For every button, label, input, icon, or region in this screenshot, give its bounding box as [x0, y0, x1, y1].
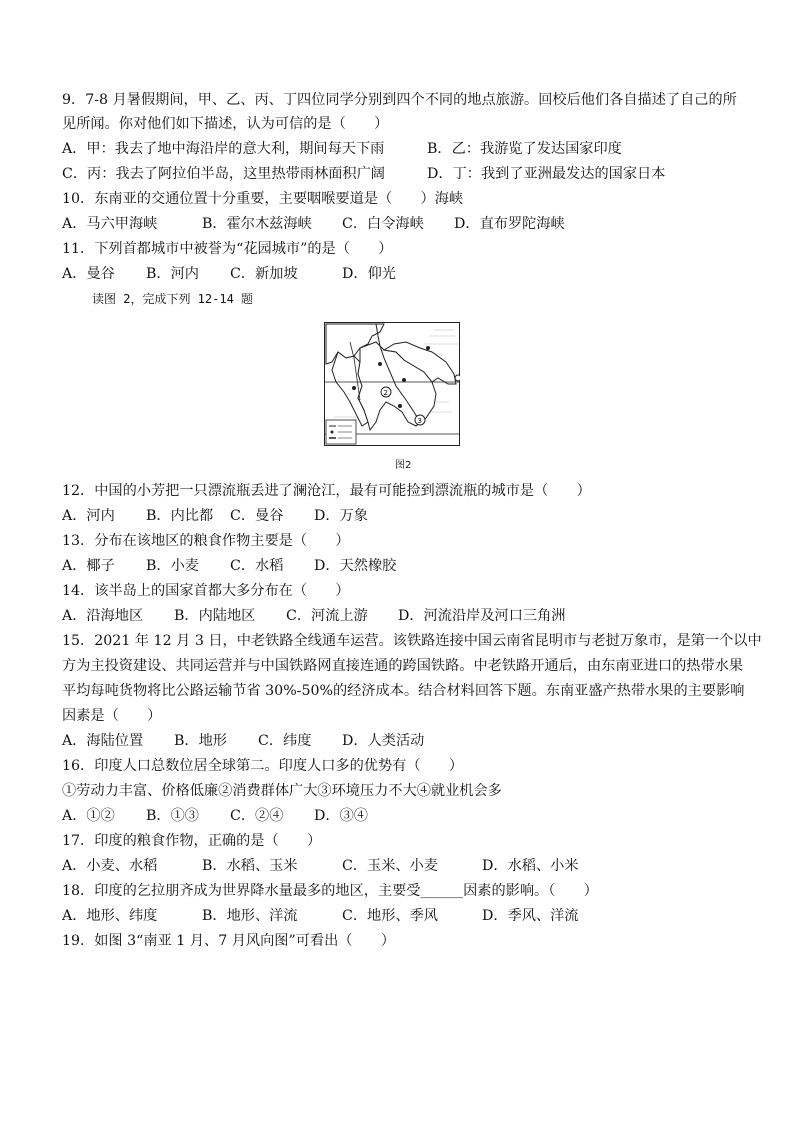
q16-option-d: D．③④ [314, 808, 368, 824]
q10-option-c: C．白令海峡 [342, 216, 424, 232]
q10-option-a: A．马六甲海峡 [62, 216, 158, 232]
q15-stem-line3: 平均每吨货物将比公路运输节省 30%-50%的经济成本。结合材料回答下题。东南亚盛产热带水果的主要影响 [62, 683, 745, 699]
q12-options [62, 506, 742, 526]
q12-stem: 12．中国的小芳把一只漂流瓶丢进了澜沧江，最有可能捡到漂流瓶的城市是（ ） [62, 483, 591, 499]
svg-text:2: 2 [383, 389, 388, 397]
q12-option-d: D．万象 [314, 508, 368, 524]
q16-option-a: A．①② [62, 808, 115, 824]
q14-options [62, 606, 742, 626]
q10-option-d: D．直布罗陀海峡 [454, 216, 565, 232]
q9-option-b: B．乙：我游览了发达国家印度 [427, 141, 622, 157]
figure-instruction: 读图 2，完成下列 12-14 题 [92, 292, 254, 306]
q13-stem: 13．分布在该地区的粮食作物主要是（ ） [62, 533, 350, 549]
q13-option-c: C．水稻 [230, 558, 284, 574]
figure-2-map [324, 322, 460, 446]
q18-option-b: B．地形、洋流 [202, 908, 298, 924]
q15-options [62, 731, 742, 751]
q12-option-b: B．内比都 [146, 508, 214, 524]
q16-option-c: C．②④ [230, 808, 284, 824]
q11-option-c: C．新加坡 [230, 266, 298, 282]
q15-option-c: C．纬度 [258, 733, 312, 749]
q9-option-a: A．甲：我去了地中海沿岸的意大利，期间每天下雨 [62, 141, 385, 157]
q16-options [62, 806, 742, 826]
q11-options [62, 264, 742, 284]
q18-option-d: D．季风、洋流 [482, 908, 579, 924]
figure-2-caption: 图2 [395, 460, 412, 471]
q17-option-c: C．玉米、小麦 [342, 858, 438, 874]
q13-options [62, 556, 742, 576]
q9-option-d: D．丁：我到了亚洲最发达的国家日本 [427, 166, 666, 182]
q11-stem: 11．下列首都城市中被誉为“花园城市”的是（ ） [62, 241, 393, 257]
q16-stem: 16．印度人口总数位居全球第二。印度人口多的优势有（ ） [62, 758, 464, 774]
q9-options-row1 [62, 139, 742, 159]
q16-option-b: B．①③ [146, 808, 199, 824]
q18-option-c: C．地形、季风 [342, 908, 438, 924]
southeast-asia-map-image [324, 322, 460, 446]
q18-option-a: A．地形、纬度 [62, 908, 158, 924]
q11-option-b: B．河内 [146, 266, 199, 282]
q17-options [62, 856, 742, 876]
q17-option-b: B．水稻、玉米 [202, 858, 298, 874]
q11-option-a: A．曼谷 [62, 266, 115, 282]
q13-option-b: B．小麦 [146, 558, 199, 574]
q17-option-a: A．小麦、水稻 [62, 858, 158, 874]
q15-stem-line1: 15．2021 年 12 月 3 日，中老铁路全线通车运营。该铁路连接中国云南省昆明市与老挝万象市，是第一个以中 [62, 633, 762, 649]
q13-option-d: D．天然橡胶 [314, 558, 397, 574]
q9-stem-line2: 见所闻。你对他们如下描述，认为可信的是（ ） [62, 116, 389, 132]
q15-option-b: B．地形 [174, 733, 227, 749]
q11-option-d: D．仰光 [342, 266, 396, 282]
q14-option-d: D．河流沿岸及河口三角洲 [398, 608, 566, 624]
q12-option-c: C．曼谷 [230, 508, 284, 524]
q15-option-a: A．海陆位置 [62, 733, 144, 749]
q14-option-a: A．沿海地区 [62, 608, 144, 624]
q10-options [62, 214, 742, 234]
q17-option-d: D．水稻、小米 [482, 858, 579, 874]
q14-option-b: B．内陆地区 [174, 608, 256, 624]
svg-text:3: 3 [417, 417, 422, 425]
q17-stem: 17．印度的粮食作物，正确的是（ ） [62, 833, 322, 849]
q16-items: ①劳动力丰富、价格低廉②消费群体广大③环境压力不大④就业机会多 [62, 783, 502, 799]
q9-stem-line1: 9．7-8 月暑假期间，甲、乙、丙、丁四位同学分别到四个不同的地点旅游。回校后他们各自描述了自己的所 [62, 92, 737, 108]
q18-stem: 18．印度的乞拉朋齐成为世界降水量最多的地区，主要受______因素的影响。（ ） [62, 883, 598, 899]
q18-options [62, 906, 742, 926]
q13-option-a: A．椰子 [62, 558, 115, 574]
q19-stem: 19．如图 3“南亚 1 月、7 月风向图”可看出（ ） [62, 933, 396, 949]
q9-options-row2 [62, 164, 742, 184]
q15-stem-line4: 因素是（ ） [62, 708, 162, 724]
q10-option-b: B．霍尔木兹海峡 [202, 216, 312, 232]
q9-option-c: C．丙：我去了阿拉伯半岛，这里热带雨林面积广阔 [62, 166, 385, 182]
q15-stem-line2: 方为主投资建设、共同运营并与中国铁路网直接连通的跨国铁路。中老铁路开通后，由东南亚进口的热带水果 [62, 658, 744, 674]
q12-option-a: A．河内 [62, 508, 115, 524]
q15-option-d: D．人类活动 [342, 733, 425, 749]
q10-stem: 10．东南亚的交通位置十分重要，主要咽喉要道是（ ）海峡 [62, 191, 464, 207]
q14-option-c: C．河流上游 [286, 608, 368, 624]
q14-stem: 14．该半岛上的国家首都大多分布在（ ） [62, 583, 350, 599]
